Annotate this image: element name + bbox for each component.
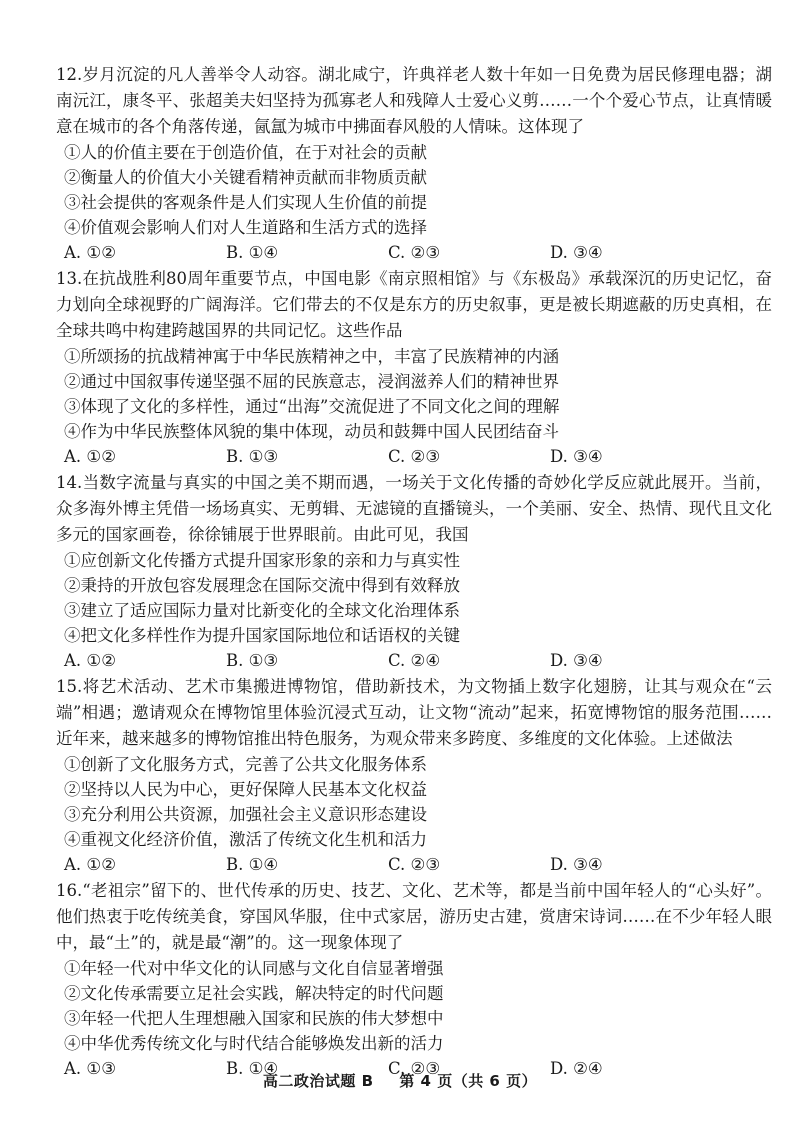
answer-choice: B. ①④ xyxy=(226,1059,279,1078)
answer-choice: D. ②④ xyxy=(550,1059,603,1078)
answer-choice: B. ①③ xyxy=(226,447,279,466)
question-12 xyxy=(56,62,772,266)
answer-choices xyxy=(56,852,772,878)
answer-choice: B. ①③ xyxy=(226,651,279,670)
question-15 xyxy=(56,674,772,878)
answer-choice: B. ①④ xyxy=(226,243,279,262)
statement-option: ③年轻一代把人生理想融入国家和民族的伟大梦想中 xyxy=(64,1009,444,1028)
statement-option: ④中华优秀传统文化与时代结合能够焕发出新的活力 xyxy=(64,1034,444,1053)
statement-option: ②文化传承需要立足社会实践，解决特定的时代问题 xyxy=(64,984,444,1003)
statement-option: ④价值观会影响人们对人生道路和生活方式的选择 xyxy=(64,218,427,237)
question-number: 16. xyxy=(56,881,83,900)
footer-page-number: 第 4 页（共 6 页） xyxy=(399,1072,538,1090)
statement-option: ①年轻一代对中华文化的认同感与文化自信显著增强 xyxy=(64,959,444,978)
answer-choice: D. ③④ xyxy=(550,651,603,670)
question-14 xyxy=(56,470,772,674)
question-text: “老祖宗”留下的、世代传承的历史、技艺、文化、艺术等，都是当前中国年轻人的“心头好”。他们热衷于吃传统美食，穿国风华服，住中式家居，游历史古建，赏唐宋诗词……在不少年轻人眼中，最“土”的，就是最“潮”的。这一现象体现了 xyxy=(56,881,772,952)
question-stem xyxy=(56,470,772,548)
question-text: 当数字流量与真实的中国之美不期而遇，一场关于文化传播的奇妙化学反应就此展开。当前，众多海外博主凭借一场场真实、无剪辑、无滤镜的直播镜头，一个美丽、安全、热情、现代且文化多元的国家画卷，徐徐铺展于世界眼前。由此可见，我国 xyxy=(56,473,772,544)
statement-option: ②衡量人的价值大小关键看精神贡献而非物质贡献 xyxy=(64,168,427,187)
question-number: 12. xyxy=(56,65,83,84)
statement-option: ②坚持以人民为中心，更好保障人民基本文化权益 xyxy=(64,780,427,799)
question-number: 14. xyxy=(56,473,83,492)
answer-choice: A. ①② xyxy=(64,855,116,874)
answer-choice: C. ②③ xyxy=(388,855,441,874)
question-text: 在抗战胜利80周年重要节点，中国电影《南京照相馆》与《东极岛》承载深沉的历史记忆，奋力划向全球视野的广阔海洋。它们带去的不仅是东方的历史叙事，更是被长期遮蔽的历史真相，在全球共鸣中构建跨越国界的共同记忆。这些作品 xyxy=(56,269,772,340)
question-text: 将艺术活动、艺术市集搬进博物馆，借助新技术，为文物插上数字化翅膀，让其与观众在“云端”相遇；邀请观众在博物馆里体验沉浸式互动，让文物“流动”起来，拓宽博物馆的服务范围……近年来，越来越多的博物馆推出特色服务，为观众带来多跨度、多维度的文化体验。上述做法 xyxy=(56,677,772,748)
answer-choices xyxy=(56,648,772,674)
statement-option: ①人的价值主要在于创造价值，在于对社会的贡献 xyxy=(64,143,427,162)
answer-choices xyxy=(56,444,772,470)
statement-option: ③充分利用公共资源，加强社会主义意识形态建设 xyxy=(64,805,427,824)
statement-option: ①创新了文化服务方式，完善了公共文化服务体系 xyxy=(64,755,427,774)
answer-choice: D. ③④ xyxy=(550,243,603,262)
answer-choice: A. ①② xyxy=(64,243,116,262)
answer-choice: B. ①④ xyxy=(226,855,279,874)
answer-choice: C. ②③ xyxy=(388,447,441,466)
statement-option: ①所颂扬的抗战精神寓于中华民族精神之中，丰富了民族精神的内涵 xyxy=(64,347,559,366)
answer-choice: D. ③④ xyxy=(550,855,603,874)
answer-choice: A. ①③ xyxy=(64,1059,116,1078)
statement-option: ①应创新文化传播方式提升国家形象的亲和力与真实性 xyxy=(64,551,460,570)
statement-option: ②秉持的开放包容发展理念在国际交流中得到有效释放 xyxy=(64,576,460,595)
question-stem xyxy=(56,62,772,140)
question-13 xyxy=(56,266,772,470)
question-stem xyxy=(56,674,772,752)
answer-choices xyxy=(56,240,772,266)
footer-subject: 高二政治试题 B xyxy=(262,1072,374,1090)
statement-option: ④把文化多样性作为提升国家国际地位和话语权的关键 xyxy=(64,626,460,645)
statement-option: ④重视文化经济价值，激活了传统文化生机和活力 xyxy=(64,830,427,849)
question-stem xyxy=(56,266,772,344)
statement-option: ④作为中华民族整体风貌的集中体现，动员和鼓舞中国人民团结奋斗 xyxy=(64,422,559,441)
answer-choice: A. ①② xyxy=(64,651,116,670)
answer-choice: D. ③④ xyxy=(550,447,603,466)
answer-choice: A. ①② xyxy=(64,447,116,466)
page-footer xyxy=(0,1070,800,1091)
question-16 xyxy=(56,878,772,1082)
question-number: 13. xyxy=(56,269,83,288)
statement-option: ②通过中国叙事传递坚强不屈的民族意志，浸润滋养人们的精神世界 xyxy=(64,372,559,391)
question-text: 岁月沉淀的凡人善举令人动容。湖北咸宁，许典祥老人数十年如一日免费为居民修理电器；湖南沅江，康冬平、张超美夫妇坚持为孤寡老人和残障人士爱心义剪……一个个爱心节点，让真情暖意在城市的各个角落传递，氤氲为城市中拂面春风般的人情味。这体现了 xyxy=(56,65,772,136)
answer-choice: C. ②③ xyxy=(388,243,441,262)
statement-option: ③体现了文化的多样性，通过“出海”交流促进了不同文化之间的理解 xyxy=(64,397,560,416)
answer-choice: C. ②④ xyxy=(388,651,441,670)
statement-option: ③建立了适应国际力量对比新变化的全球文化治理体系 xyxy=(64,601,460,620)
question-number: 15. xyxy=(56,677,83,696)
exam-page xyxy=(56,62,772,1082)
question-stem xyxy=(56,878,772,956)
answer-choice: C. ②③ xyxy=(388,1059,441,1078)
statement-option: ③社会提供的客观条件是人们实现人生价值的前提 xyxy=(64,193,427,212)
